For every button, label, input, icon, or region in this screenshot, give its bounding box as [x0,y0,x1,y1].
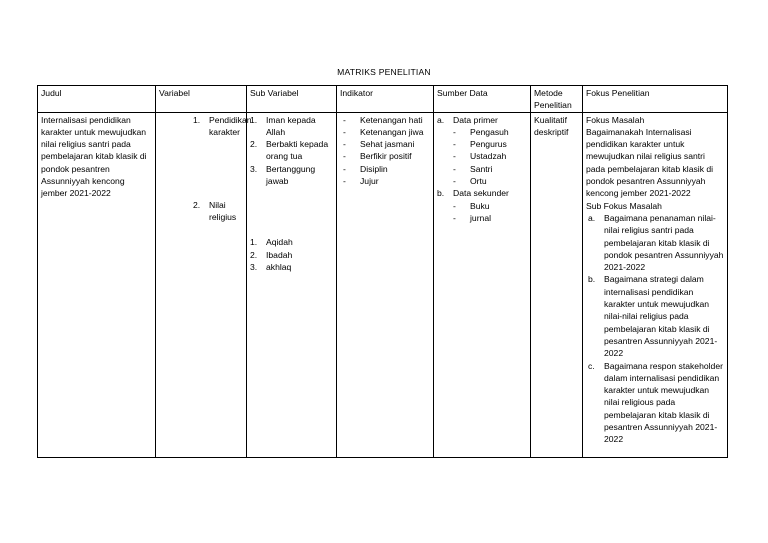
page-title: MATRIKS PENELITIAN [337,67,431,77]
header-metode-penelitian: Metode Penelitian [531,86,583,113]
header-judul: Judul [38,86,156,113]
sub-variabel-label: Ibadah [266,249,293,260]
list-marker: 3. [250,261,258,272]
indikator-item [340,175,430,187]
list-marker: - [343,163,346,174]
list-marker: 2. [193,200,201,211]
indikator-item [340,138,430,150]
judul-cell [38,112,156,457]
header-row [38,86,728,113]
indikator-label: Ketenangan jiwa [360,126,424,137]
variabel-item-1 [159,114,252,139]
sub-fokus-item [586,212,724,273]
sub-variabel-label: Aqidah [266,237,293,248]
list-marker: - [453,163,456,174]
list-marker: 3. [250,163,258,174]
sumber-data-item-label: jurnal [470,212,492,223]
sumber-data-item-label: Ortu [470,176,487,187]
table-row [38,112,728,457]
sub-variabel-item [250,138,333,163]
sub-variabel-label: Bertanggung jawab [266,163,316,187]
variabel-item-2 [159,199,243,224]
list-marker: c. [588,360,595,371]
sumber-data-item-label: Ustadzah [470,151,507,162]
variabel-label: Nilai religius [209,200,237,223]
sub-fokus-label: Bagaimana strategi dalam internalisasi pendidikan karakter untuk mewujudkan nilai-nilai religius pada pembelajaran kitab klasik di pesantren Assunniyyah 2021-2022 [604,274,718,359]
sub-variabel-item [250,236,333,248]
fokus-penelitian-cell [583,112,728,457]
sumber-data-label: Data sekunder [453,188,509,199]
indikator-item [340,163,430,175]
sub-variabel-item [250,163,333,188]
list-marker: - [453,176,456,187]
indikator-label: Sehat jasmani [360,139,415,150]
sub-variabel-label: akhlaq [266,261,292,272]
sumber-data-group [437,114,527,126]
sumber-data-label: Data primer [453,114,498,125]
list-marker: - [343,114,346,125]
sumber-data-item [437,150,527,162]
list-marker: - [343,126,346,137]
research-matrix-table [37,85,728,458]
sub-fokus-heading: Sub Fokus Masalah [586,200,662,211]
indikator-label: Jujur [360,176,379,187]
sub-variabel-item [250,114,333,139]
sumber-data-item [437,200,527,212]
indikator-label: Disiplin [360,163,388,174]
sub-variabel-label: Iman kepada Allah [266,114,316,137]
indikator-item [340,150,430,162]
sumber-data-item [437,163,527,175]
header-sub-variabel: Sub Variabel [247,86,337,113]
header-variabel: Variabel [156,86,247,113]
sub-fokus-item [586,360,724,446]
list-marker: - [343,139,346,150]
sub-fokus-label: Bagaimana respon stakeholder dalam internalisasi pendidikan karakter untuk mewujudkan nilai religious pada pembelajaran kitab klasik di pesantren Assunniyyah 2021-2022 [604,360,723,445]
list-marker: a. [588,212,596,223]
indikator-cell [337,112,434,457]
list-marker: - [453,212,456,223]
sub-variabel-cell [247,112,337,457]
sumber-data-item-label: Buku [470,200,490,211]
sumber-data-item-label: Pengasuh [470,126,509,137]
variabel-label: Pendidikan karakter [209,114,252,137]
list-marker: 1. [250,114,258,125]
sumber-data-item [437,126,527,138]
indikator-label: Ketenangan hati [360,114,423,125]
list-marker: b. [588,274,596,285]
fokus-heading: Fokus Masalah [586,114,645,125]
sumber-data-item [437,175,527,187]
judul-text: Internalisasi pendidikan karakter untuk mewujudkan nilai religius santri pada pembelajaran kitab klasik di pondok pesantren Assunniyyah kencong jember 2021-2022 [41,114,147,199]
indikator-item [340,114,430,126]
sumber-data-item-label: Pengurus [470,139,507,150]
sub-variabel-label: Berbakti kepada orang tua [266,139,329,162]
list-marker: 1. [193,114,201,125]
list-marker: 2. [250,139,258,150]
indikator-label: Berfikir positif [360,151,412,162]
sumber-data-item [437,138,527,150]
variabel-cell [156,112,252,457]
list-marker: - [343,176,346,187]
sumber-data-cell [434,112,531,457]
list-marker: - [343,151,346,162]
list-marker: 1. [250,237,258,248]
header-indikator: Indikator [337,86,434,113]
sub-variabel-item [250,249,333,261]
sub-fokus-label: Bagaimana penanaman nilai-nilai religius santri pada pembelajaran kitab klasik di pondok pesantren Assunniyyah 2021-2022 [604,212,724,273]
list-marker: - [453,200,456,211]
list-marker: - [453,139,456,150]
fokus-question: Bagaimanakah Internalisasi pendidikan karakter untuk mewujudkan nilai religius santri pada pembelajaran kitab klasik di pondok pesantren Assunniyyah kencong jember 2021-2022 [586,126,714,199]
sumber-data-group [437,187,527,199]
metode-penelitian-text: Kualitatif deskriptif [534,114,569,137]
list-marker: - [453,126,456,137]
list-marker: 2. [250,249,258,260]
sumber-data-item-label: Santri [470,163,493,174]
sub-fokus-item [586,273,724,359]
header-sumber-data: Sumber Data [434,86,531,113]
sumber-data-item [437,212,527,224]
sub-variabel-item [250,261,333,273]
list-marker: a. [437,114,445,125]
indikator-item [340,126,430,138]
list-marker: b. [437,188,445,199]
metode-penelitian-cell [531,112,583,457]
header-fokus-penelitian: Fokus Penelitian [583,86,728,113]
list-marker: - [453,151,456,162]
